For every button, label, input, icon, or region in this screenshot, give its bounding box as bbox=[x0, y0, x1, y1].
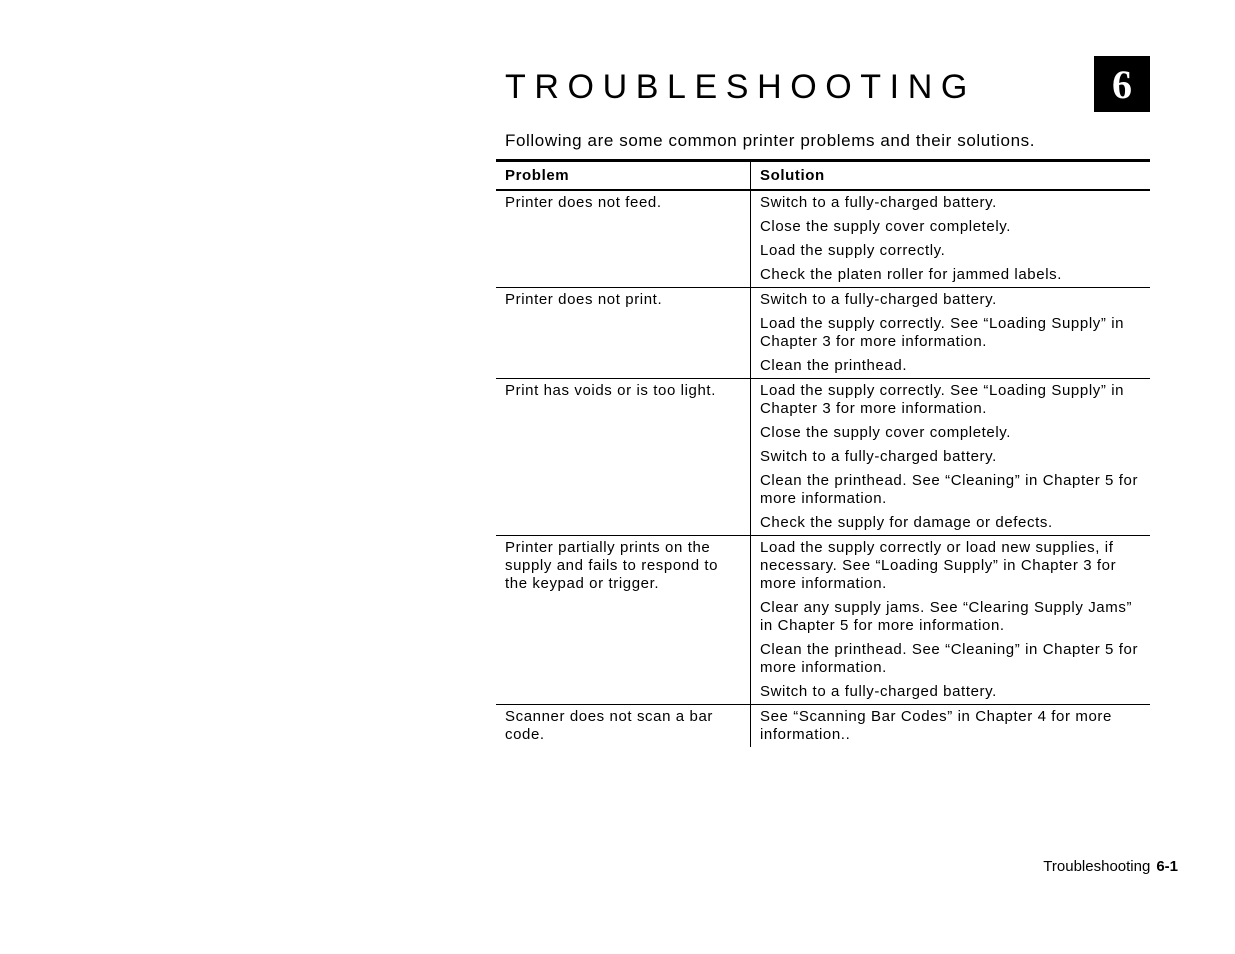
problem-column-header: Problem bbox=[496, 161, 751, 191]
table-header-row bbox=[496, 161, 1150, 191]
solution-column-header: Solution bbox=[760, 167, 825, 184]
solution-item: Load the supply correctly. bbox=[760, 242, 946, 259]
table-row bbox=[496, 190, 1150, 288]
solution-item: Clean the printhead. bbox=[760, 357, 908, 374]
solution-item: Load the supply correctly. See “Loading Supply” in Chapter 3 for more information. bbox=[760, 315, 1125, 350]
troubleshooting-table bbox=[496, 159, 1150, 747]
solution-item: Clean the printhead. See “Cleaning” in Chapter 5 for more information. bbox=[760, 641, 1139, 676]
solution-item: Load the supply correctly. See “Loading Supply” in Chapter 3 for more information. bbox=[760, 382, 1125, 417]
solution-cell bbox=[751, 536, 1151, 705]
problem-cell: Printer partially prints on the supply and fails to respond to the keypad or trigger. bbox=[496, 536, 751, 705]
solution-item: Check the platen roller for jammed labels. bbox=[760, 266, 1062, 283]
solution-item: See “Scanning Bar Codes” in Chapter 4 for more information.. bbox=[760, 708, 1112, 743]
solution-item: Switch to a fully-charged battery. bbox=[760, 683, 997, 700]
solution-item: Switch to a fully-charged battery. bbox=[760, 194, 997, 211]
problem-cell: Print has voids or is too light. bbox=[496, 379, 751, 536]
page-number: 6-1 bbox=[1156, 858, 1178, 875]
solution-cell bbox=[751, 190, 1151, 288]
solution-cell bbox=[751, 705, 1151, 748]
page-title: TROUBLESHOOTING bbox=[505, 68, 976, 106]
solution-cell bbox=[751, 379, 1151, 536]
problem-cell: Scanner does not scan a bar code. bbox=[496, 705, 751, 748]
solution-item: Clean the printhead. See “Cleaning” in Chapter 5 for more information. bbox=[760, 472, 1139, 507]
page-footer bbox=[1043, 858, 1178, 875]
solution-item: Clear any supply jams. See “Clearing Supply Jams” in Chapter 5 for more information. bbox=[760, 599, 1133, 634]
solution-item: Switch to a fully-charged battery. bbox=[760, 448, 997, 465]
solution-item: Load the supply correctly or load new supplies, if necessary. See “Loading Supply” in Chapter 3 for more information. bbox=[760, 539, 1117, 592]
solution-item: Switch to a fully-charged battery. bbox=[760, 291, 997, 308]
footer-section: Troubleshooting bbox=[1043, 858, 1151, 875]
intro-text: Following are some common printer problems and their solutions. bbox=[505, 131, 1036, 150]
table-row bbox=[496, 379, 1150, 536]
chapter-number-badge: 6 bbox=[1094, 56, 1150, 112]
table-row bbox=[496, 288, 1150, 379]
solution-item: Close the supply cover completely. bbox=[760, 218, 1012, 235]
solution-cell bbox=[751, 288, 1151, 379]
problem-cell: Printer does not print. bbox=[496, 288, 751, 379]
solution-item: Check the supply for damage or defects. bbox=[760, 514, 1053, 531]
table-row bbox=[496, 705, 1150, 748]
problem-cell: Printer does not feed. bbox=[496, 190, 751, 288]
solution-item: Close the supply cover completely. bbox=[760, 424, 1012, 441]
table-row bbox=[496, 536, 1150, 705]
